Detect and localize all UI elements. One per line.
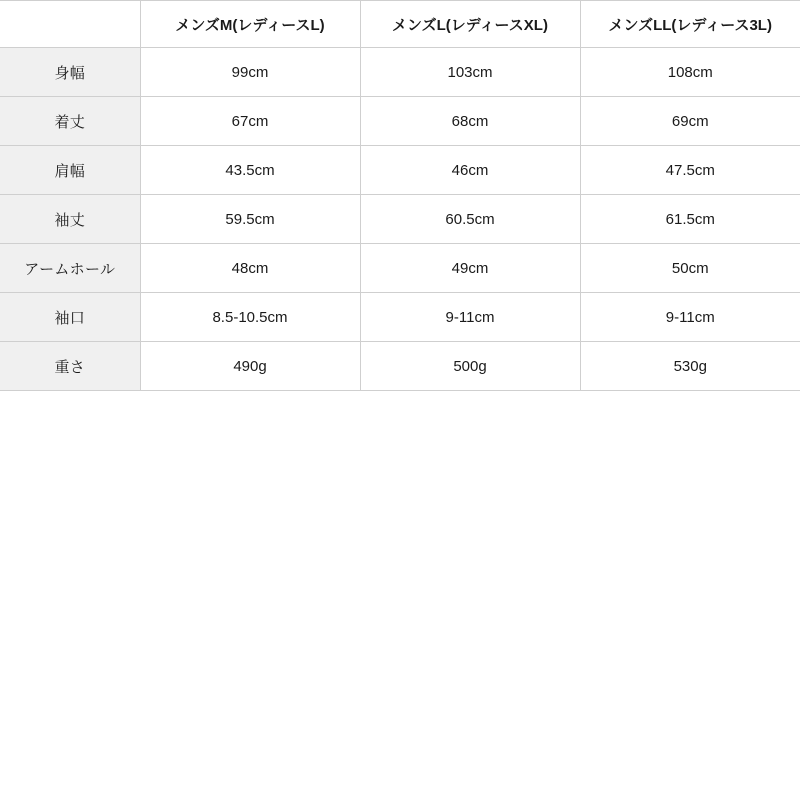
- cell-body-width-m: 99cm: [140, 48, 360, 97]
- cell-length-l: 68cm: [360, 97, 580, 146]
- cell-cuff-ll: 9-11cm: [580, 293, 800, 342]
- table-row: [0, 146, 800, 195]
- cell-shoulder-width-ll: 47.5cm: [580, 146, 800, 195]
- row-label-weight: 重さ: [0, 342, 140, 391]
- table-row: [0, 97, 800, 146]
- row-label-shoulder-width: 肩幅: [0, 146, 140, 195]
- row-label-sleeve-length: 袖丈: [0, 195, 140, 244]
- table-header-row: [0, 1, 800, 48]
- cell-length-m: 67cm: [140, 97, 360, 146]
- cell-body-width-l: 103cm: [360, 48, 580, 97]
- size-measurement-table: [0, 0, 800, 391]
- table-row: [0, 48, 800, 97]
- table-row: [0, 342, 800, 391]
- cell-armhole-m: 48cm: [140, 244, 360, 293]
- cell-cuff-l: 9-11cm: [360, 293, 580, 342]
- row-label-armhole: アームホール: [0, 244, 140, 293]
- cell-sleeve-length-ll: 61.5cm: [580, 195, 800, 244]
- cell-weight-m: 490g: [140, 342, 360, 391]
- row-label-cuff: 袖口: [0, 293, 140, 342]
- cell-sleeve-length-l: 60.5cm: [360, 195, 580, 244]
- row-label-length: 着丈: [0, 97, 140, 146]
- table-corner-cell: [0, 1, 140, 48]
- cell-armhole-l: 49cm: [360, 244, 580, 293]
- cell-sleeve-length-m: 59.5cm: [140, 195, 360, 244]
- table-row: [0, 195, 800, 244]
- cell-weight-l: 500g: [360, 342, 580, 391]
- column-header-mens-m: メンズM(レディースL): [140, 1, 360, 48]
- table-row: [0, 244, 800, 293]
- table-header: [0, 1, 800, 48]
- column-header-mens-ll: メンズLL(レディース3L): [580, 1, 800, 48]
- cell-armhole-ll: 50cm: [580, 244, 800, 293]
- cell-body-width-ll: 108cm: [580, 48, 800, 97]
- cell-cuff-m: 8.5-10.5cm: [140, 293, 360, 342]
- column-header-mens-l: メンズL(レディースXL): [360, 1, 580, 48]
- table-body: [0, 48, 800, 391]
- cell-length-ll: 69cm: [580, 97, 800, 146]
- page-blank-area: [0, 391, 800, 803]
- table-row: [0, 293, 800, 342]
- cell-shoulder-width-m: 43.5cm: [140, 146, 360, 195]
- row-label-body-width: 身幅: [0, 48, 140, 97]
- cell-weight-ll: 530g: [580, 342, 800, 391]
- cell-shoulder-width-l: 46cm: [360, 146, 580, 195]
